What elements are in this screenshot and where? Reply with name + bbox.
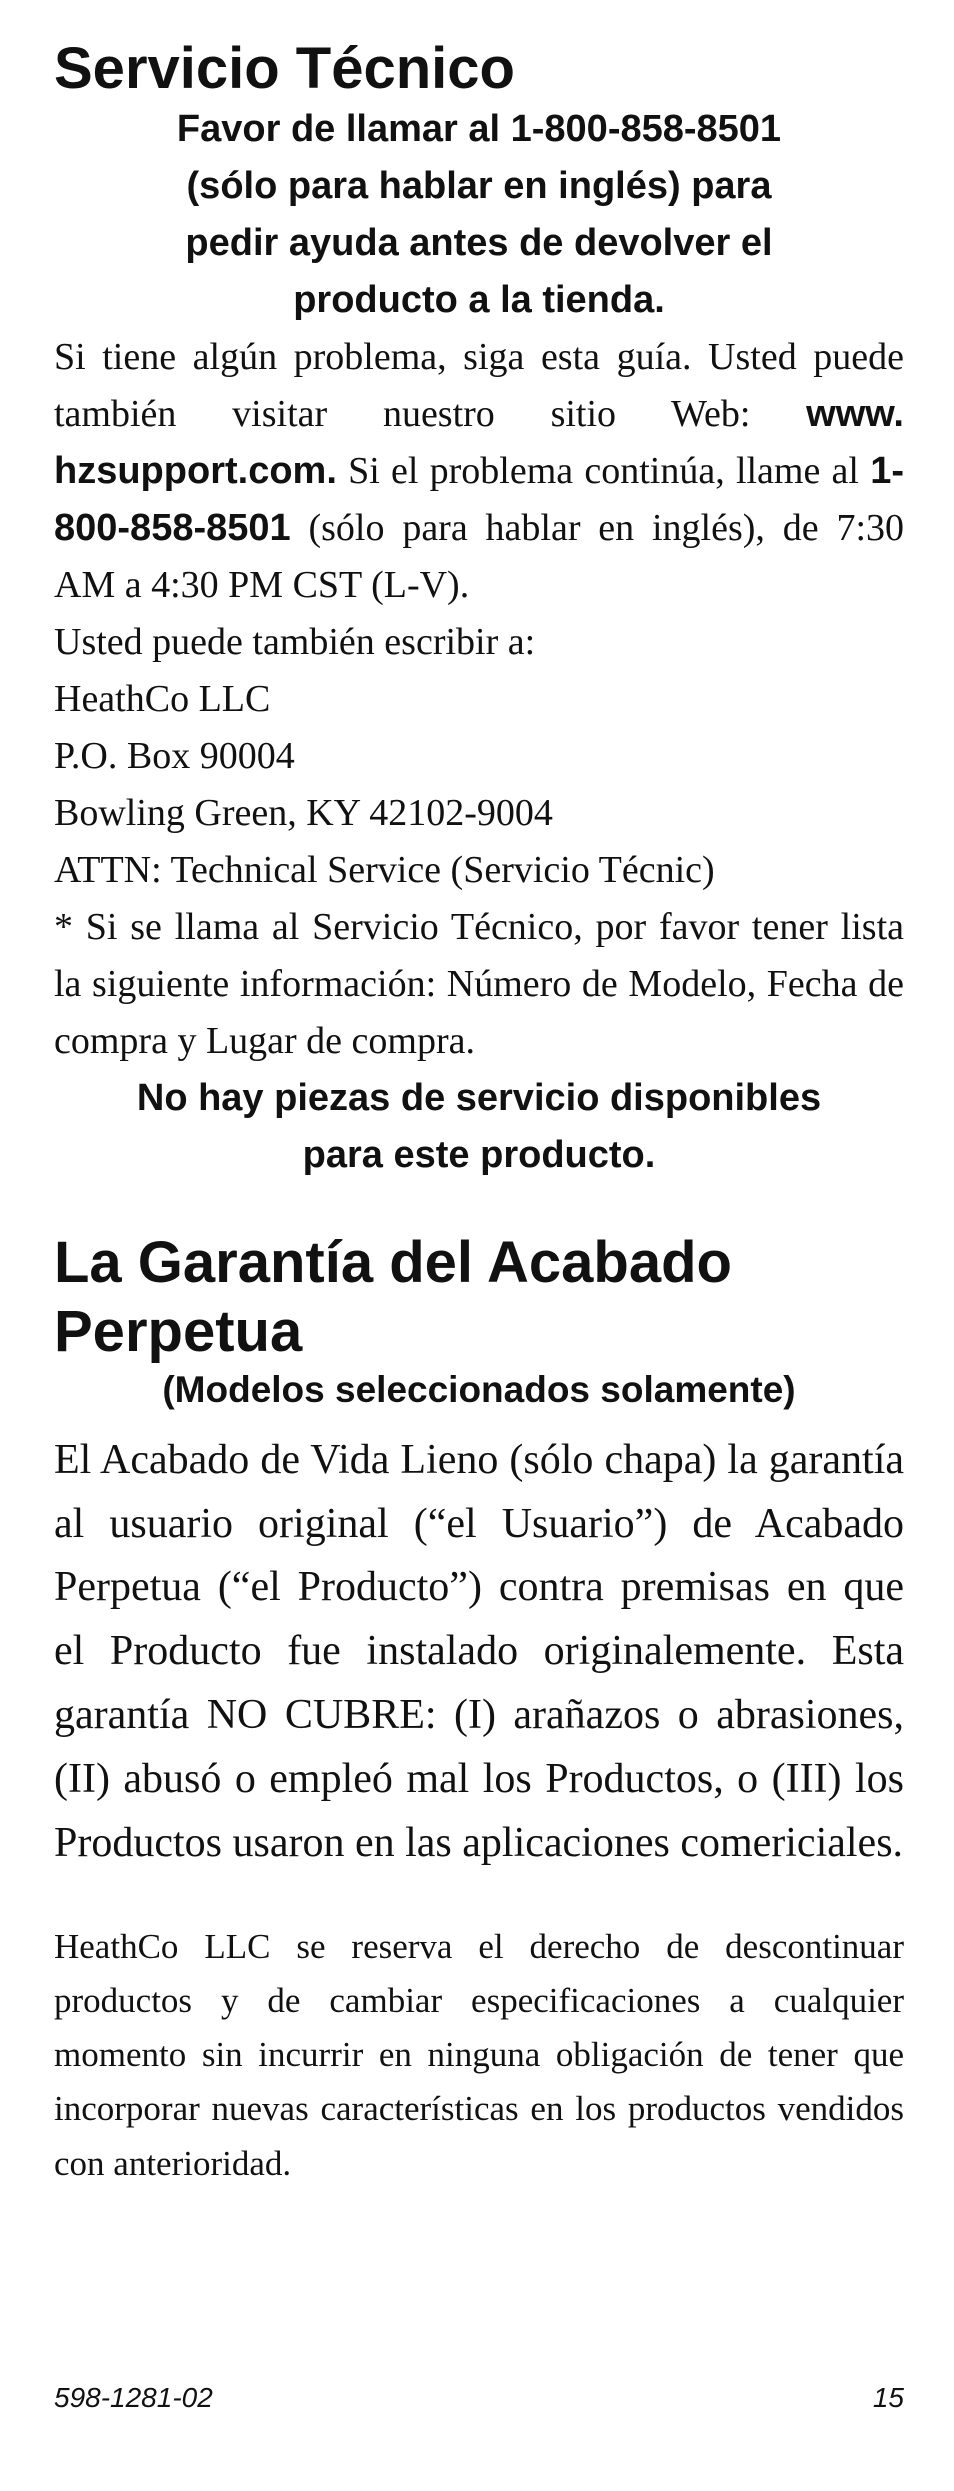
- intro-text: (sólo para hablar en inglés), de 7:30 AM a 4:30 PM CST (L-V).: [54, 506, 904, 606]
- write-to-label: Usted puede también escribir a:: [54, 620, 536, 663]
- tech-service-intro: [54, 329, 904, 614]
- tech-service-title: Servicio Técnico: [54, 36, 515, 101]
- tech-service-note: * Si se llama al Servicio Técnico, por favor tener lista la siguiente información: Número de Modelo, Fecha de compra y Lugar de compra.: [54, 905, 904, 1062]
- address-line: Bowling Green, KY 42102-9004: [54, 791, 553, 834]
- warranty-body: El Acabado de Vida Lieno (sólo chapa) la garantía al usuario original (“el Usuario”) de Acabado Perpetua (“el Producto”) contra premisas en que el Producto fue instalado originalemente. Esta garantía NO CUBRE: (I) arañazos o abrasiones, (II) abusó o empleó mal los Productos, o (III) los Productos usaron en las aplicaciones comericiales.: [54, 1436, 904, 1866]
- callout-line: producto a la tienda.: [293, 278, 665, 321]
- page-content: [54, 38, 904, 2191]
- address-line: HeathCo LLC: [54, 677, 271, 720]
- mailing-address-block: [54, 614, 904, 899]
- page-number: 15: [872, 2382, 904, 2413]
- phone-number: 1-800-858-8501: [54, 449, 904, 549]
- intro-text: Si el problema continúa, llame al: [336, 449, 871, 492]
- warranty-subtitle: (Modelos seleccionados solamente): [162, 1368, 796, 1410]
- callout-line: pedir ayuda antes de devolver el: [185, 221, 773, 264]
- warranty-title: [54, 1228, 904, 1367]
- callout-line: (sólo para hablar en inglés) para: [186, 164, 772, 207]
- document-number: 598-1281-02: [54, 2382, 213, 2413]
- no-parts-notice: [54, 1070, 904, 1184]
- website-link[interactable]: www. hzsupport.com.: [54, 392, 904, 492]
- warranty-title-line: La Garantía del Acabado: [54, 1229, 732, 1295]
- warranty-title-line: Perpetua: [54, 1299, 303, 1365]
- warranty-disclaimer: HeathCo LLC se reserva el derecho de descontinuar productos y de cambiar especificaciones a cualquier momento sin incurrir en ninguna obligación de tener que incorporar nuevas características en los productos vendidos con anterioridad.: [54, 1926, 904, 2183]
- intro-text: Si tiene algún problema, siga esta guía. Usted puede también visitar nuestro sitio Web:: [54, 335, 904, 435]
- callout-line: Favor de llamar al 1-800-858-8501: [176, 107, 782, 150]
- no-parts-line: No hay piezas de servicio disponibles: [136, 1076, 822, 1119]
- tech-service-callout: [54, 101, 904, 329]
- address-line: ATTN: Technical Service (Servicio Técnic): [54, 848, 715, 891]
- page-footer: [54, 2382, 904, 2422]
- address-line: P.O. Box 90004: [54, 734, 295, 777]
- no-parts-line: para este producto.: [302, 1133, 656, 1176]
